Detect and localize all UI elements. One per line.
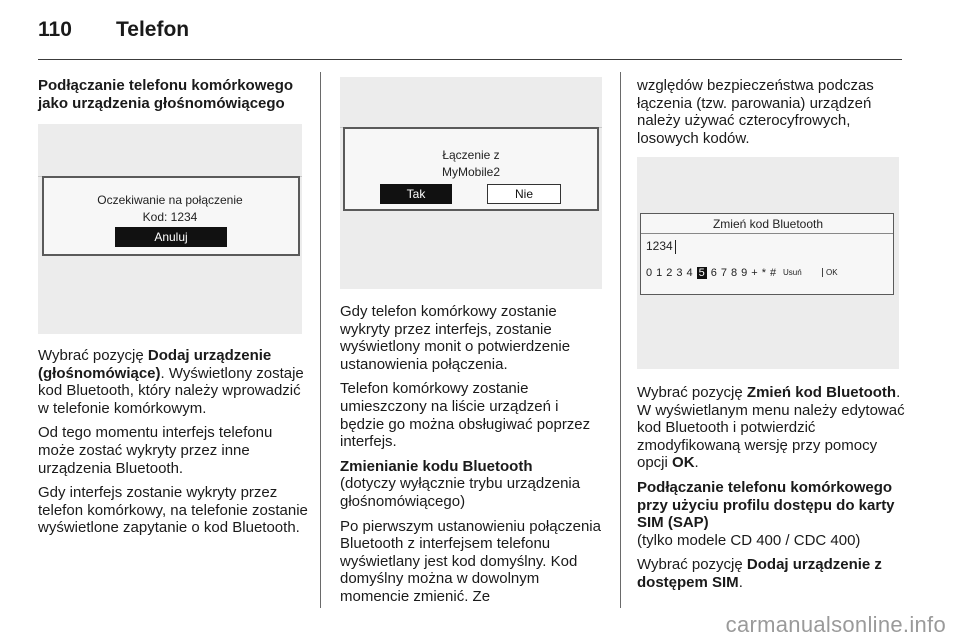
text-run: . Wyświetlony zostaje kod Bluetooth, który należy wprowadzić w telefonie komórkowym.: [38, 364, 304, 417]
keypad-key[interactable]: 3: [676, 267, 683, 279]
column-3-top: [637, 77, 902, 154]
watermark: carmanualsonline.info: [725, 612, 946, 637]
keypad-key[interactable]: 8: [731, 267, 738, 279]
header-rule: [38, 59, 902, 60]
no-button[interactable]: Nie: [487, 184, 561, 204]
paragraph-models: (tylko modele CD 400 / CDC 400): [637, 531, 861, 549]
menu-option-name: Dodaj urządzenie z dostępem SIM: [637, 556, 882, 591]
text-cursor: [675, 240, 676, 254]
screen-change-code: [637, 157, 899, 369]
column-3-body: [637, 384, 905, 599]
section-heading-handsfree: [38, 77, 308, 112]
menu-option-name: Dodaj urządzenie (głośnomówiące): [38, 347, 272, 382]
cancel-button[interactable]: Anuluj: [115, 227, 227, 247]
text-run: .: [694, 454, 699, 472]
section-heading-change-code: Zmienianie kodu Bluetooth: [340, 457, 533, 475]
code-entry-value: 1234: [646, 239, 673, 253]
screen-waiting-connection: [38, 124, 302, 334]
yes-button[interactable]: Tak: [380, 184, 452, 204]
text-run: .: [738, 573, 743, 591]
keypad-key[interactable]: 0: [646, 267, 653, 279]
device-name: MyMobile2: [441, 165, 501, 179]
menu-option-name: Zmień kod Bluetooth: [746, 384, 897, 401]
column-divider-1: [320, 72, 321, 608]
page-title: Telefon: [116, 18, 190, 41]
bluetooth-code: Kod: 1234: [142, 210, 198, 224]
ok-key[interactable]: [822, 268, 842, 277]
connect-message-line1: Łączenie z: [442, 148, 500, 162]
page-number: 110: [38, 18, 72, 41]
column-1-body: [38, 347, 310, 544]
waiting-message: Oczekiwanie na połączenie: [97, 193, 243, 207]
delete-key[interactable]: [783, 268, 806, 277]
paragraph-discoverable: Od tego momentu interfejs telefonu może zostać wykryty przez inne urządzenia Bluetooth.: [38, 424, 273, 477]
paragraph-confirm-prompt: Gdy telefon komórkowy zostanie wykryty przez interfejs, zostanie wyświetlony monit o potwierdzenie ustanowienia połączenia.: [340, 303, 571, 373]
text-run: Wybrać pozycję: [637, 556, 747, 574]
keypad-key[interactable]: #: [769, 267, 777, 279]
keypad-key[interactable]: 1: [656, 267, 663, 279]
keypad-row: [646, 267, 780, 279]
keypad-key[interactable]: 7: [720, 267, 727, 279]
column-divider-2: [620, 72, 621, 608]
text-run: Wybrać pozycję: [637, 384, 747, 401]
text-run: . W wyświetlanym menu należy edytować kod Bluetooth i potwierdzić zmodyfikowaną wersję przy pomocy opcji: [637, 384, 905, 472]
paragraph-default-code: Po pierwszym ustanowieniu połączenia Bluetooth z interfejsem telefonu wyświetlany jest kod domyślny. Kod domyślny można w dowolnym momencie zmienić. Ze: [340, 517, 601, 605]
keypad-key[interactable]: *: [761, 267, 766, 279]
change-code-title: Zmień kod Bluetooth: [712, 217, 824, 231]
heading-line-1: Podłączanie telefonu komórkowego: [38, 77, 294, 94]
ok-option-name: OK: [672, 454, 695, 472]
ok-key-label: OK: [826, 268, 838, 277]
keypad-key[interactable]: 6: [710, 267, 717, 279]
keypad-key[interactable]: +: [751, 267, 758, 279]
paragraph-code-prompt: Gdy interfejs zostanie wykryty przez telefon komórkowy, na telefonie zostanie wyświetlone zapytanie o kod Bluetooth.: [38, 484, 308, 537]
paragraph-change-code: [637, 384, 905, 472]
keypad-key[interactable]: 5: [698, 267, 705, 279]
section-heading-sap: Podłączanie telefonu komórkowego przy użyciu profilu dostępu do karty SIM (SAP): [637, 478, 895, 532]
code-entry[interactable]: [646, 239, 676, 254]
screen-connect-confirm: [340, 77, 602, 289]
title-underline: [641, 233, 893, 234]
keypad-key[interactable]: 4: [686, 267, 693, 279]
keypad-key[interactable]: 9: [741, 267, 748, 279]
paragraph-security: względów bezpieczeństwa podczas łączenia (tzw. parowania) urządzeń należy używać czterocyfrowych, losowych kodów.: [637, 77, 874, 147]
paragraph-add-device: [38, 347, 310, 417]
keypad-key[interactable]: 2: [666, 267, 673, 279]
heading-line-2: jako urządzenia głośnomówiącego: [38, 94, 285, 112]
column-1: [38, 77, 308, 112]
paragraph-handsfree-only: (dotyczy wyłącznie trybu urządzenia głośnomówiącego): [340, 475, 581, 510]
delete-key-label: Usuń: [783, 268, 802, 277]
text-run: Wybrać pozycję: [38, 347, 148, 364]
paragraph-device-list: Telefon komórkowy zostanie umieszczony na liście urządzeń i będzie go można obsługiwać poprzez interfejs.: [340, 380, 591, 451]
paragraph-add-sim: [637, 556, 905, 591]
column-2-body: [340, 303, 605, 613]
